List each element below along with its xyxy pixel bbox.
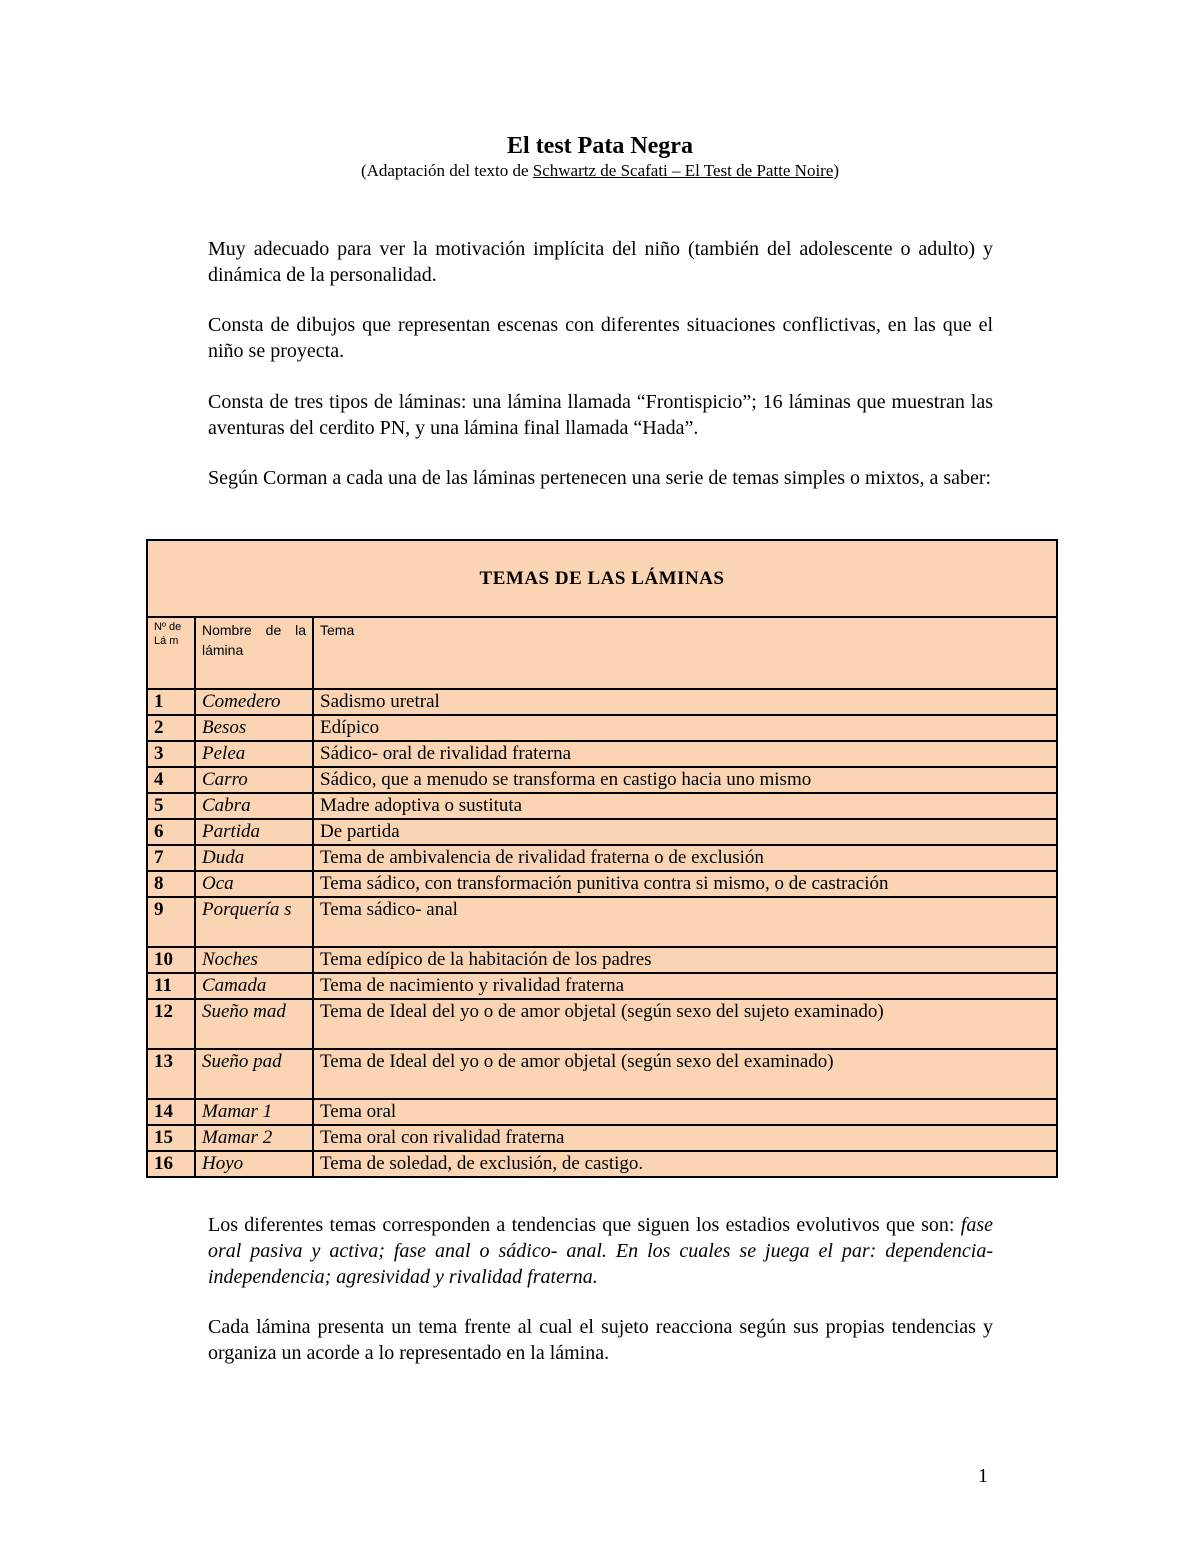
- row-name: Besos: [195, 715, 313, 741]
- row-theme: Madre adoptiva o sustituta: [313, 793, 1057, 819]
- row-name: Comedero: [195, 689, 313, 715]
- subtitle-source-link[interactable]: Schwartz de Scafati – El Test de Patte Noire: [532, 161, 834, 180]
- row-name: Mamar 2: [195, 1125, 313, 1151]
- row-name: Duda: [195, 845, 313, 871]
- table-row: [147, 819, 1057, 845]
- table-row: [147, 715, 1057, 741]
- row-name: Camada: [195, 973, 313, 999]
- row-theme: Tema de Ideal del yo o de amor objetal (según sexo del examinado): [313, 1049, 1057, 1099]
- intro-paragraph-2: Consta de dibujos que representan escenas con diferentes situaciones conflictivas, en las que el niño se proyecta.: [208, 314, 993, 362]
- table-caption: TEMAS DE LAS LÁMINAS: [147, 540, 1057, 617]
- row-name: Hoyo: [195, 1151, 313, 1177]
- intro-paragraph-4: Según Corman a cada una de las láminas pertenecen una serie de temas simples o mixtos, a saber:: [208, 467, 992, 489]
- table-row: [147, 999, 1057, 1049]
- row-name: Noches: [195, 947, 313, 973]
- outro-paragraph-1-emphasis: fase oral pasiva y activa; fase anal o sádico- anal. En los cuales se juega el par: dependencia- independencia; agresividad y rivalidad fraterna.: [208, 1214, 993, 1288]
- outro-paragraph-2: Cada lámina presenta un tema frente al cual el sujeto reacciona según sus propias tendencias y organiza un acorde a lo representado en la lámina.: [208, 1316, 993, 1364]
- document-title: El test Pata Negra: [507, 133, 693, 159]
- row-theme: De partida: [313, 819, 1057, 845]
- row-name: Porquería s: [195, 897, 313, 947]
- row-number: 8: [147, 871, 195, 897]
- table-row: [147, 1125, 1057, 1151]
- row-number: 12: [147, 999, 195, 1049]
- table-row: [147, 871, 1057, 897]
- subtitle-suffix: ): [833, 161, 840, 180]
- table-row: [147, 741, 1057, 767]
- table-row: [147, 689, 1057, 715]
- row-number: 9: [147, 897, 195, 947]
- row-theme: Tema edípico de la habitación de los padres: [313, 947, 1057, 973]
- table-row: [147, 767, 1057, 793]
- row-number: 6: [147, 819, 195, 845]
- row-theme: Tema de Ideal del yo o de amor objetal (según sexo del sujeto examinado): [313, 999, 1057, 1049]
- table-row: [147, 973, 1057, 999]
- row-theme: Tema oral con rivalidad fraterna: [313, 1125, 1057, 1151]
- outro-paragraph-1-text: Los diferentes temas corresponden a tendencias que siguen los estadios evolutivos que son:: [208, 1214, 961, 1236]
- row-number: 5: [147, 793, 195, 819]
- header-theme: Tema: [313, 617, 1057, 689]
- table-header-row: [147, 617, 1057, 689]
- table-row: [147, 845, 1057, 871]
- subtitle-prefix: (Adaptación del texto de: [360, 161, 533, 180]
- table-row: [147, 1151, 1057, 1177]
- row-name: Mamar 1: [195, 1099, 313, 1125]
- row-number: 4: [147, 767, 195, 793]
- row-number: 15: [147, 1125, 195, 1151]
- row-theme: Sádico- oral de rivalidad fraterna: [313, 741, 1057, 767]
- row-theme: Tema sádico, con transformación punitiva contra si mismo, o de castración: [313, 871, 1057, 897]
- row-name: Pelea: [195, 741, 313, 767]
- table-row: [147, 1049, 1057, 1099]
- row-number: 10: [147, 947, 195, 973]
- row-name: Sueño pad: [195, 1049, 313, 1099]
- row-number: 2: [147, 715, 195, 741]
- row-theme: Tema sádico- anal: [313, 897, 1057, 947]
- row-name: Partida: [195, 819, 313, 845]
- row-name: Cabra: [195, 793, 313, 819]
- row-theme: Tema de nacimiento y rivalidad fraterna: [313, 973, 1057, 999]
- row-name: Oca: [195, 871, 313, 897]
- table-row: [147, 793, 1057, 819]
- row-number: 11: [147, 973, 195, 999]
- row-number: 3: [147, 741, 195, 767]
- table-row: [147, 1099, 1057, 1125]
- header-name: Nombre de la lámina: [195, 617, 313, 689]
- themes-table: [146, 539, 1058, 1178]
- row-number: 7: [147, 845, 195, 871]
- row-theme: Sadismo uretral: [313, 689, 1057, 715]
- page-number: 1: [978, 1465, 988, 1487]
- row-number: 16: [147, 1151, 195, 1177]
- row-theme: Sádico, que a menudo se transforma en castigo hacia uno mismo: [313, 767, 1057, 793]
- table-row: [147, 897, 1057, 947]
- header-number: Nº de Lá m: [147, 617, 195, 689]
- intro-paragraph-1: Muy adecuado para ver la motivación implícita del niño (también del adolescente o adulto) y dinámica de la personalidad.: [208, 238, 993, 286]
- row-theme: Edípico: [313, 715, 1057, 741]
- row-name: Sueño mad: [195, 999, 313, 1049]
- table-row: [147, 947, 1057, 973]
- row-theme: Tema de soledad, de exclusión, de castigo.: [313, 1151, 1057, 1177]
- row-theme: Tema oral: [313, 1099, 1057, 1125]
- row-number: 13: [147, 1049, 195, 1099]
- row-theme: Tema de ambivalencia de rivalidad fraterna o de exclusión: [313, 845, 1057, 871]
- row-number: 14: [147, 1099, 195, 1125]
- outro-paragraph-1: [208, 1212, 993, 1290]
- row-number: 1: [147, 689, 195, 715]
- document-subtitle: [0, 160, 1200, 182]
- row-name: Carro: [195, 767, 313, 793]
- intro-paragraph-3: Consta de tres tipos de láminas: una lámina llamada “Frontispicio”; 16 láminas que muestran las aventuras del cerdito PN, y una lámina final llamada “Hada”.: [208, 391, 993, 439]
